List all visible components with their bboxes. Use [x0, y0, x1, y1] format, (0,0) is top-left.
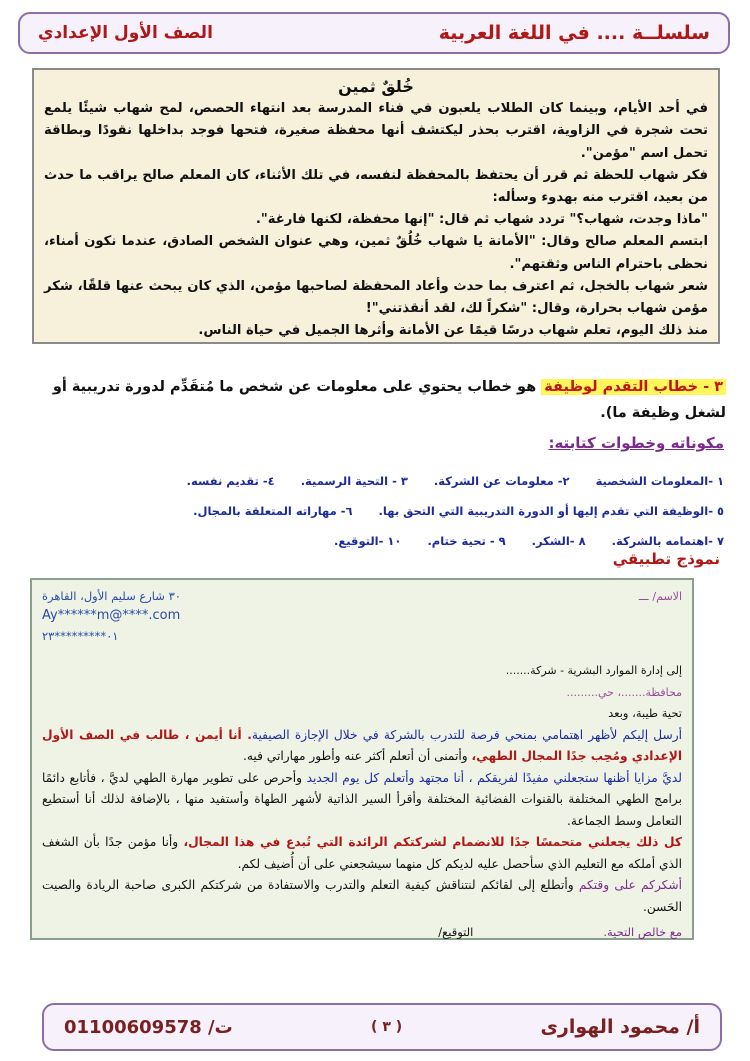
story-paragraph: ابتسم المعلم صالح وقال: "الأمانة يا شهاب خُلُقٌ ثمين، وهي عنوان الشخص الصادق، عندما نكون أمناء، نحظى باحترام الناس وثقتهم".: [44, 234, 708, 272]
letter-paragraph: [42, 875, 682, 918]
section3-definition: هو خطاب يحتوي على معلومات عن شخص ما مُتقَدِّم لدورة تدريبية أو لشغل وظيفة ما).: [52, 379, 726, 421]
letter-top-row: [42, 586, 682, 606]
sender-email: Ay******m@****.com: [42, 608, 181, 623]
name-label: الاسم/: [652, 590, 682, 603]
components-row: [30, 496, 724, 526]
section3-intro: [26, 374, 726, 426]
component-item: ٢- معلومات عن الشركة.: [433, 474, 570, 488]
component-item: ١٠ -التوقيع.: [334, 534, 402, 548]
story-paragraph: "ماذا وجدت، شهاب؟" تردد شهاب ثم قال: "إنها محفظة، لكنها فارغة".: [255, 212, 708, 228]
component-item: ٣ - التحية الرسمية.: [300, 474, 408, 488]
letter-text-red: كل ذلك يجعلني متحمسًا جدًا للانضمام لشركتكم الرائدة التي تُبدع في هذا المجال،: [183, 835, 683, 849]
letter-text: وأنا مؤمن جدًا بأن الشغف الذي أملكه مع التعليم الذي سأحصل عليه لديكم كل منهما سيشجعني على أن أُضيف لكم.: [42, 835, 682, 871]
letter-text-purple: أشكركم على وقتكم: [578, 878, 682, 892]
story-paragraph: فكر شهاب للحظة ثم قرر أن يحتفظ بالمحفظة لنفسه، في تلك الأثناء، كان المعلم صالح يراقب ما حدث من بعيد، اقترب منه بهدوء وسأله:: [44, 167, 708, 206]
letter-paragraph: [42, 768, 682, 833]
components-row: [30, 466, 724, 496]
story-paragraph: شعر شهاب بالخجل، ثم اعترف بما حدث وأعاد المحفظة لصاحبها مؤمن، الذي كان يبحث عنها قلقًا، شكر مؤمن شهاب بحرارة، وقال: "شكراً لك، لقد أنقذتني"!: [44, 278, 708, 317]
component-item: ١ -المعلومات الشخصية: [595, 474, 724, 488]
letter-text: وأتطلع إلى لقائكم لنتناقش كيفية التعلم والتدرب والاستفادة من شركتكم الكبرى صاحبة الريادة والصيت الحَسن.: [42, 878, 682, 914]
sender-phone: ٠١*********٢٣: [42, 629, 119, 643]
component-item: ٤- تقديم نفسه.: [186, 474, 275, 488]
letter-recipient: إلى إدارة الموارد البشرية - شركة.......: [505, 664, 682, 677]
story-paragraph: منذ ذلك اليوم، تعلم شهاب درسًا قيمًا عن الأمانة وأثرها الجميل في حياة الناس.: [198, 323, 708, 339]
component-item: ٦- مهاراته المتعلقة بالمجال.: [193, 504, 353, 518]
letter-paragraph: [42, 832, 682, 875]
sample-heading: نموذج تطبيقي: [612, 550, 720, 568]
component-item: ٥ -الوظيفة التي تقدم إليها أو الدورة التدريبية التي التحق بها.: [378, 504, 724, 518]
grade-title: الصف الأول الإعدادي: [38, 23, 213, 43]
components-list: [30, 466, 724, 556]
component-item: ٩ - تحية ختام.: [427, 534, 506, 548]
footer-author: أ/ محمود الهوارى: [540, 1016, 700, 1038]
footer-phone: ت/ 01100609578: [64, 1016, 233, 1038]
letter-sign-row: [42, 922, 682, 944]
component-item: ٧ -اهتمامه بالشركة.: [611, 534, 724, 548]
story-box: [32, 68, 720, 344]
page-header: [18, 12, 730, 54]
page-footer: [42, 1003, 722, 1051]
component-item: ٨ -الشكر.: [531, 534, 586, 548]
letter-greeting: تحية طيبة، وبعد: [608, 706, 682, 720]
series-title: سلسلــة .... في اللغة العربية: [438, 22, 710, 44]
letter-paragraph: [42, 725, 682, 768]
sender-address: ٣٠ شارع سليم الأول، القاهرة: [42, 589, 181, 603]
sample-letter: [30, 578, 694, 940]
components-heading: مكوناته وخطوات كتابته:: [548, 434, 724, 452]
page-number: ( ٣ ): [371, 1019, 403, 1035]
section3-heading: ٣ - خطاب التقدم لوظيفة: [541, 379, 726, 395]
letter-text-blue: لديَّ مزايا أظنها ستجعلني مفيدًا لفريقكم ، أنا مجتهد وأتعلم كل يوم الجديد: [306, 770, 682, 785]
letter-text: وأحرص على تطوير مهارة الطهي لديَّ ، فأتابع دائمًا برامج الطهي المختلفة بالقنوات الفضائية المختلفة وأقرأ السير الذاتية لأشهر الطهاة وأستفيد منها ، بالإضافة لذلك أنا أستطيع التعامل وسط الجماعة.: [42, 770, 682, 828]
letter-signature: التوقيع/: [438, 925, 474, 939]
story-title: خُلقٌ ثمين: [338, 77, 414, 96]
letter-text-red: . أنا أيمن ، طالب في الصف الأول الإعدادي ومُحِب جدًا المجال الطهي،: [42, 727, 682, 763]
letter-closing: مع خالص التحية.: [603, 925, 682, 939]
story-paragraph: في أحد الأيام، وبينما كان الطلاب يلعبون في فناء المدرسة بعد انتهاء الحصص، لمح شهاب شيئًا يلمع تحت شجرة في الزاوية، اقترب بحذر ليكتشف أنها محفظة صغيرة، فتحها فوجد بداخلها نقودًا وبطاقة تحمل اسم "مؤمن".: [44, 101, 708, 161]
letter-governorate: محافظة.......، حي.........: [566, 685, 682, 699]
letter-text: وأتمنى أن أتعلم أكثر عنه وأطور مهاراتي فيه.: [243, 749, 472, 763]
letter-text-blue: أرسل إليكم لأظهر اهتمامي بمنحي فرصة للتدرب بالشركة في خلال الإجازة الصيفية: [251, 727, 682, 742]
name-dash: ـــ: [638, 590, 649, 603]
